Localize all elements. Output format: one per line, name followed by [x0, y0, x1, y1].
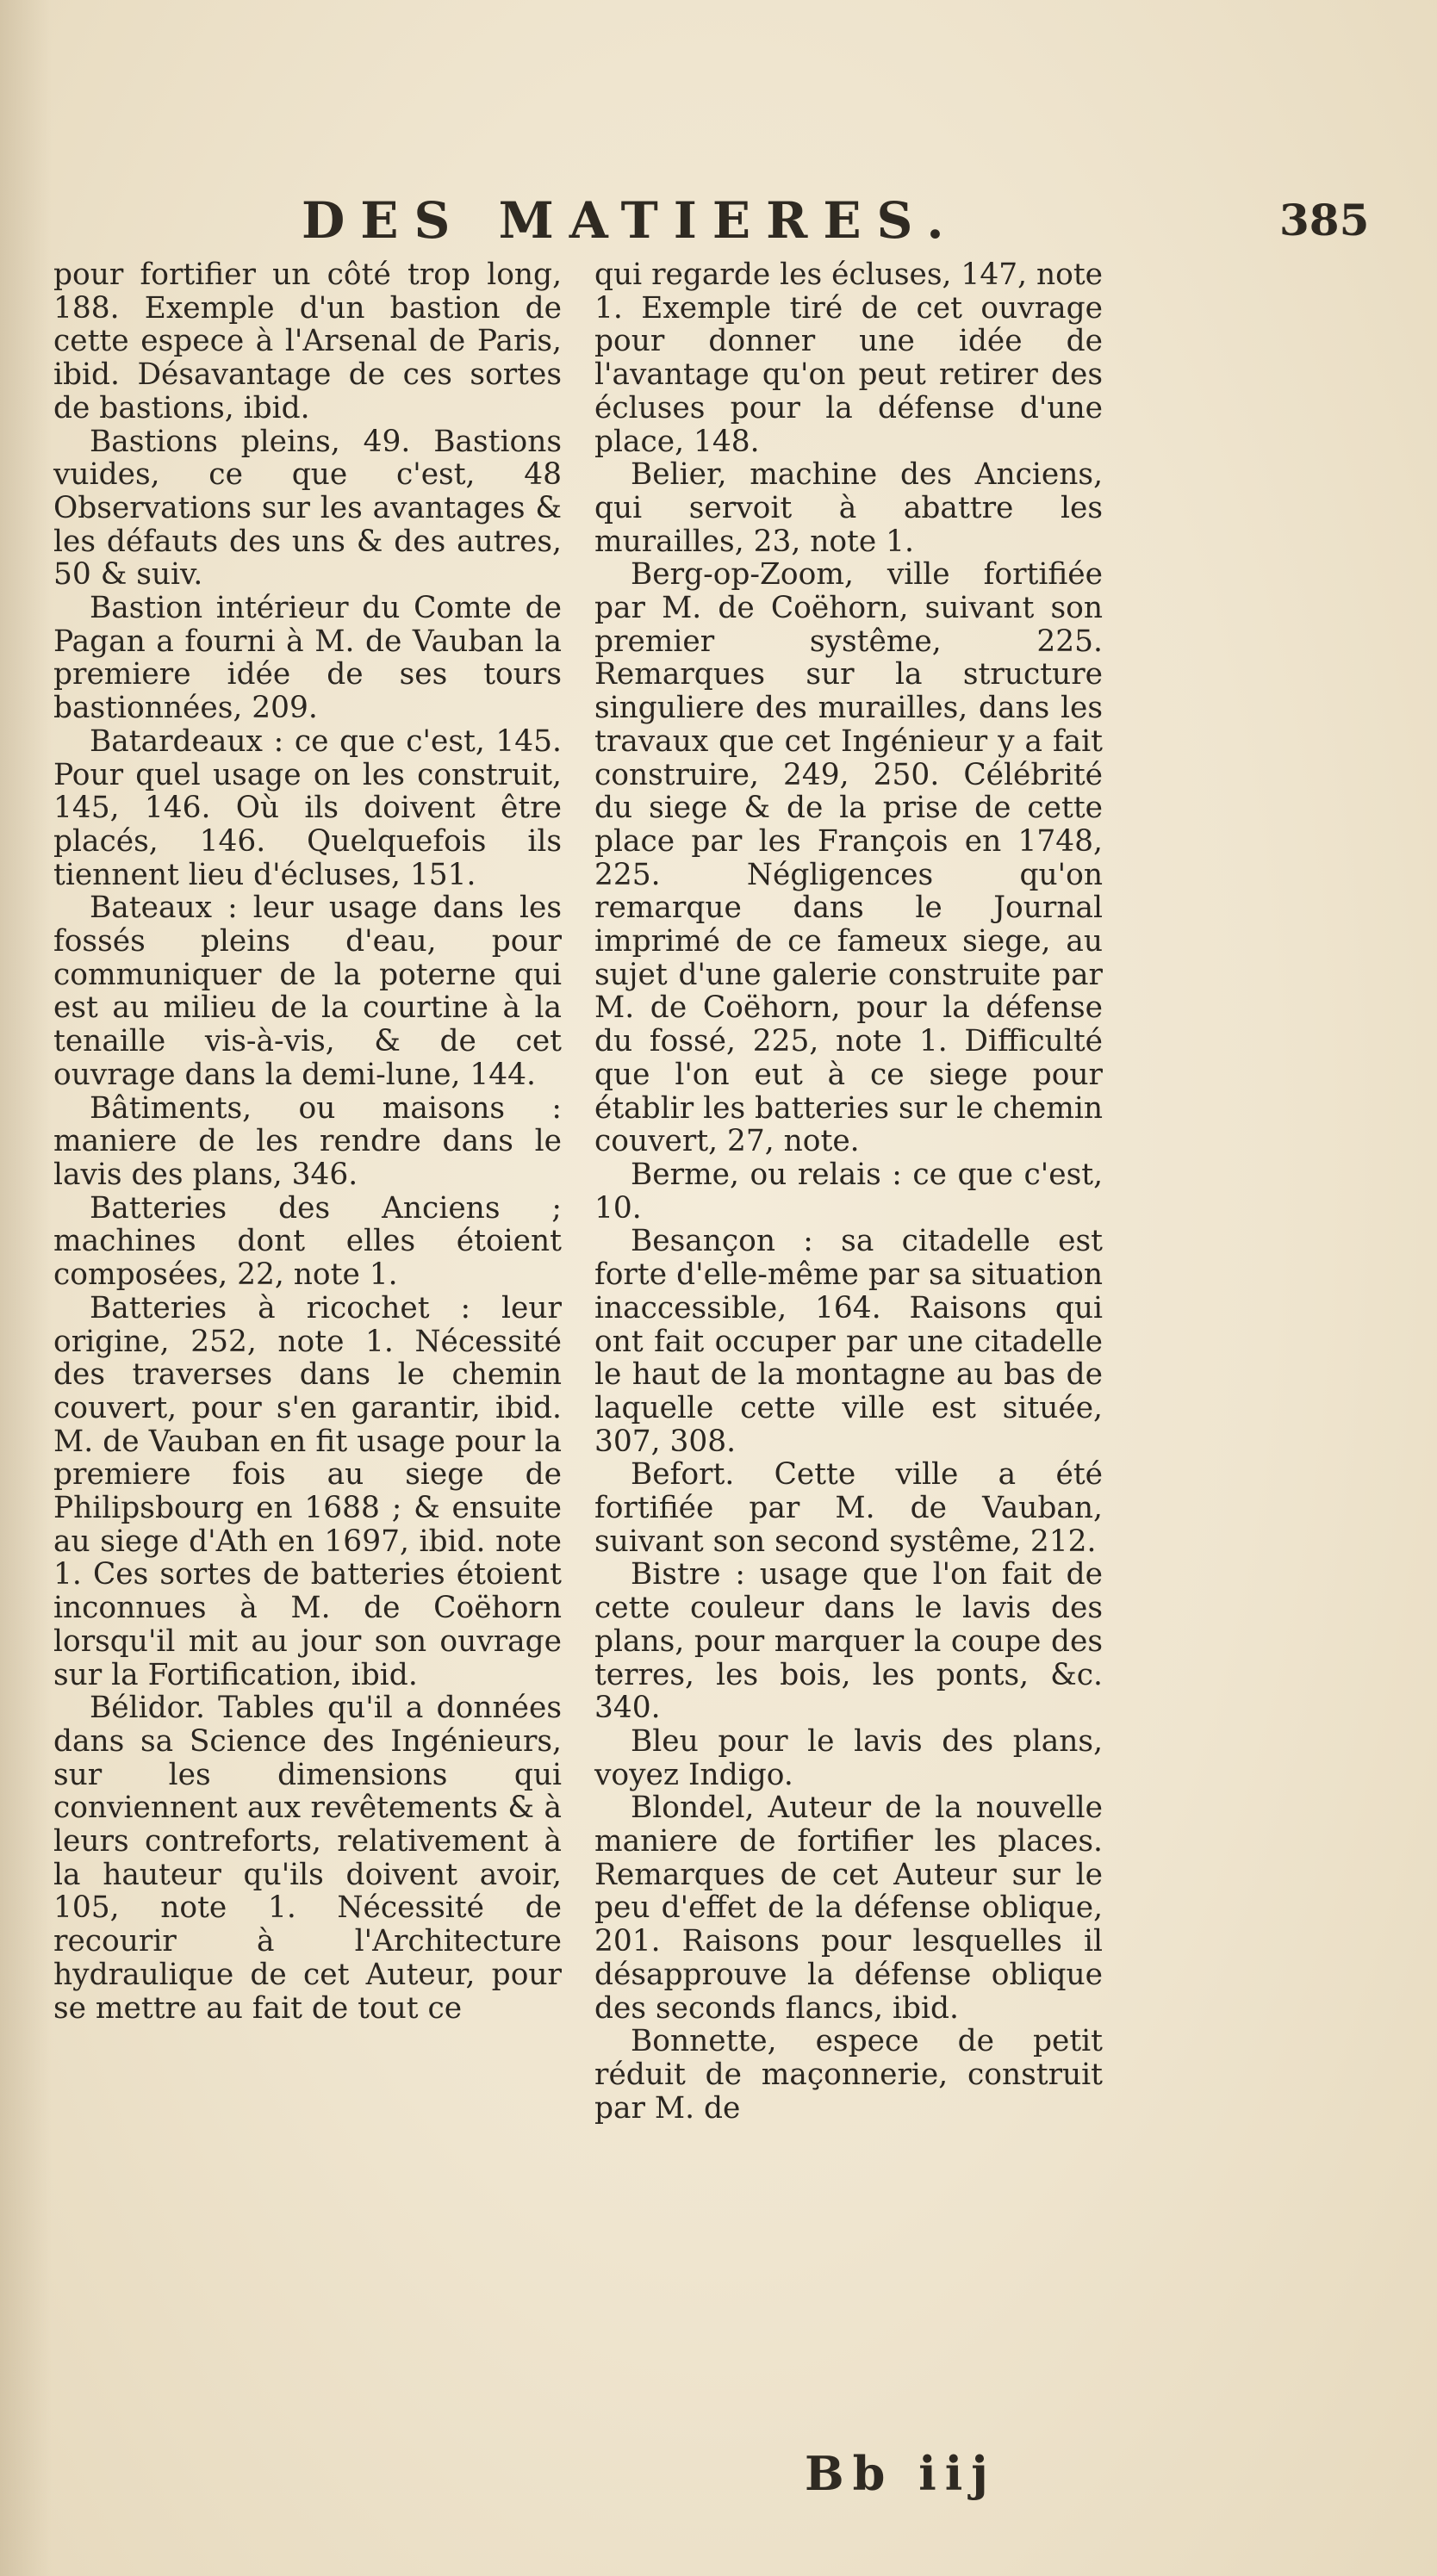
- running-title: DES MATIERES.: [302, 191, 960, 250]
- right-column: [594, 258, 1103, 2125]
- index-entry: Batardeaux : ce que c'est, 145. Pour quel usage on les construit, 145, 146. Où ils doivent être placés, 146. Quelquefois ils tiennent lieu d'écluses, 151.: [53, 723, 562, 892]
- index-entry: Bistre : usage que l'on fait de cette couleur dans le lavis des plans, pour marquer la coupe des terres, les bois, les ponts, &c. 340.: [594, 1557, 1103, 1726]
- index-entry: Besançon : sa citadelle est forte d'elle-même par sa situation inaccessible, 164. Raisons qui ont fait occuper par une citadelle le haut de la montagne au bas de laquelle cette ville est située, 307, 308.: [594, 1224, 1103, 1459]
- index-entry: Befort. Cette ville a été fortifiée par M. de Vauban, suivant son second systême, 212.: [594, 1457, 1103, 1559]
- left-column: [53, 258, 562, 2025]
- index-entry: Batteries des Anciens ; machines dont elles étoient composées, 22, note 1.: [53, 1190, 562, 1293]
- index-entry: Bleu pour le lavis des plans, voyez Indigo.: [594, 1723, 1103, 1792]
- index-entry: Bâtiments, ou maisons : maniere de les rendre dans le lavis des plans, 346.: [53, 1090, 562, 1192]
- index-entry: Bastions pleins, 49. Bastions vuides, ce que c'est, 48 Observations sur les avantages & les défauts des uns & des autres, 50 & suiv.: [53, 424, 562, 593]
- index-entry: qui regarde les écluses, 147, note 1. Exemple tiré de cet ouvrage pour donner une idée de l'avantage qu'on peut retirer des écluses pour la défense d'une place, 148.: [594, 258, 1103, 459]
- index-entry: Bastion intérieur du Comte de Pagan a fourni à M. de Vauban la premiere idée de ses tours bastionnées, 209.: [53, 591, 562, 726]
- page-fold-shadow: [0, 0, 52, 2576]
- index-entry: Bonnette, espece de petit réduit de maçonnerie, construit par M. de: [594, 2024, 1103, 2126]
- index-entry: pour fortifier un côté trop long, 188. Exemple d'un bastion de cette espece à l'Arsenal de Paris, ibid. Désavantage de ces sortes de bastions, ibid.: [53, 258, 562, 425]
- index-entry: Batteries à ricochet : leur origine, 252, note 1. Nécessité des traverses dans le chemin couvert, pour s'en garantir, ibid. M. de Vauban en fit usage pour la premiere fois au siege de Philipsbourg en 1688 ; & ensuite au siege d'Ath en 1697, ibid. note 1. Ces sortes de batteries étoient inconnues à M. de Coëhorn lorsqu'il mit au jour son ouvrage sur la Fortification, ibid.: [53, 1290, 562, 1692]
- index-entry: Bélidor. Tables qu'il a données dans sa Science des Ingénieurs, sur les dimensions qui conviennent aux revêtements & à leurs contreforts, relativement à la hauteur qu'ils doivent avoir, 105, note 1. Nécessité de recourir à l'Architecture hydraulique de cet Auteur, pour se mettre au fait de tout ce: [53, 1691, 562, 2026]
- index-entry: Berg-op-Zoom, ville fortifiée par M. de Coëhorn, suivant son premier systême, 225. Remarques sur la structure singuliere des murailles, dans les travaux que cet Ingénieur y a fait construire, 249, 250. Célébrité du siege & de la prise de cette place par les François en 1748, 225. Négligences qu'on remarque dans le Journal imprimé de ce fameux siege, au sujet d'une galerie construite par M. de Coëhorn, pour la défense du fossé, 225, note 1. Difficulté que l'on eut à ce siege pour établir les batteries sur le chemin couvert, 27, note.: [594, 557, 1103, 1159]
- index-entry: Belier, machine des Anciens, qui servoit à abattre les murailles, 23, note 1.: [594, 457, 1103, 559]
- page-number: 385: [1279, 195, 1370, 245]
- index-entry: Blondel, Auteur de la nouvelle maniere de fortifier les places. Remarques de cet Auteur sur le peu d'effet de la défense oblique, 201. Raisons pour lesquelles il désapprouve la défense oblique des seconds flancs, ibid.: [594, 1791, 1103, 2026]
- index-entry: Berme, ou relais : ce que c'est, 10.: [594, 1157, 1103, 1226]
- index-entry: Bateaux : leur usage dans les fossés pleins d'eau, pour communiquer de la poterne qui est au milieu de la courtine à la tenaille vis-à-vis, & de cet ouvrage dans la demi-lune, 144.: [53, 891, 562, 1092]
- signature-mark: Bb iij: [805, 2446, 997, 2501]
